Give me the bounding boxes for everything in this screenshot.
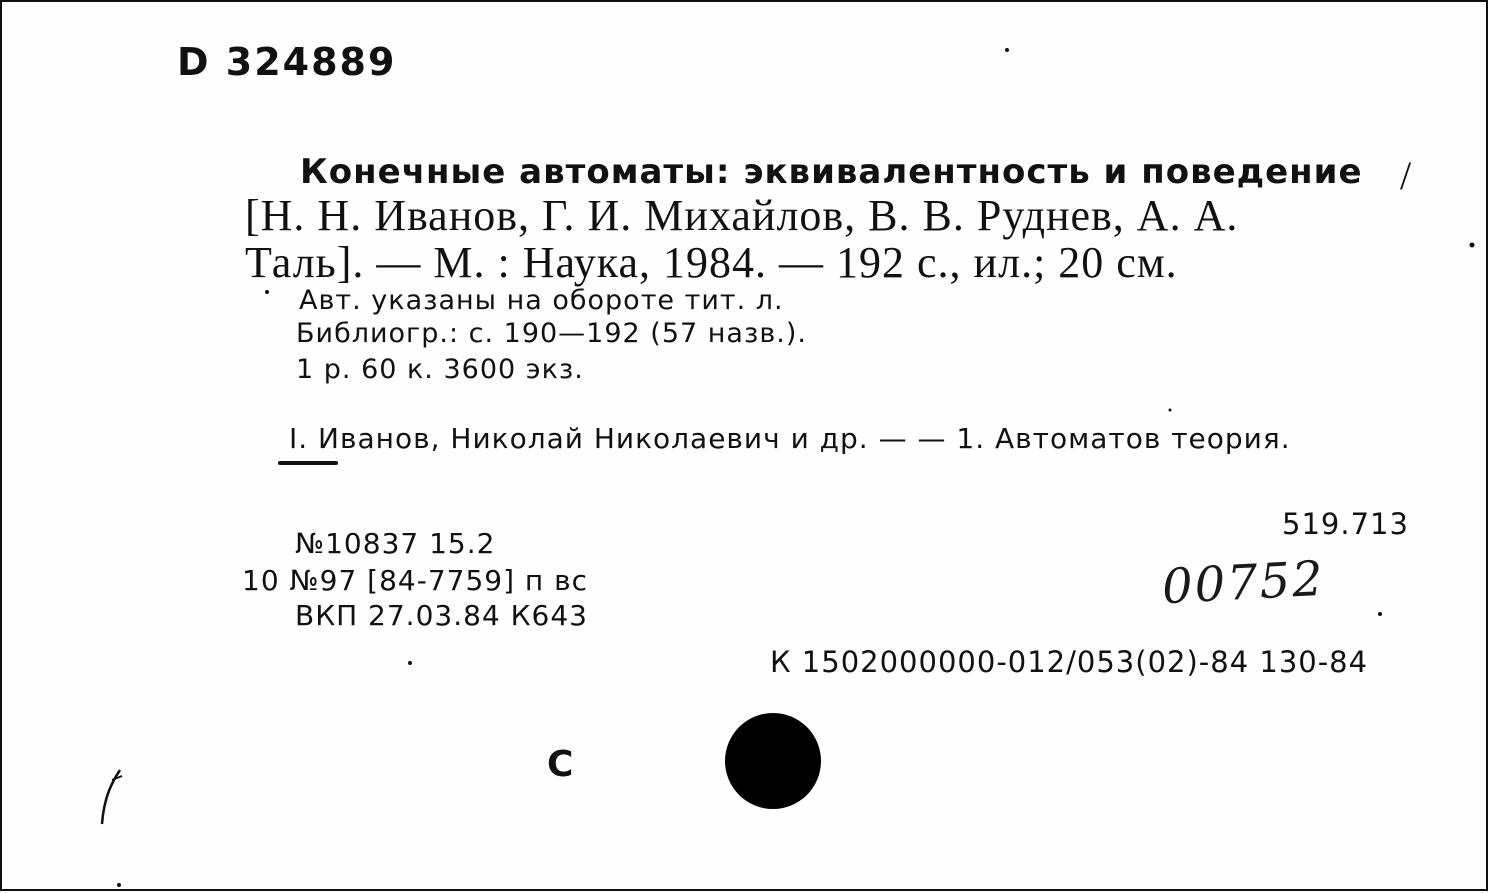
k-number-line: К 1502000000-012/053(02)-84 130-84: [770, 645, 1369, 679]
meta-line-2: 10 №97 [84-7759] п вс: [242, 564, 589, 597]
note-authors-location: Авт. указаны на обороте тит. л.: [299, 285, 784, 316]
authors-line: [Н. Н. Иванов, Г. И. Михайлов, В. В. Руднев, А. А.: [245, 191, 1239, 240]
speck-marks: [2, 2, 1488, 893]
note-price-copies: 1 р. 60 к. 3600 экз.: [296, 354, 584, 385]
title-slash: /: [1400, 153, 1412, 198]
book-title: Конечные автоматы: эквивалентность и поведение: [300, 152, 1363, 192]
handwritten-number: 00752: [1160, 550, 1327, 616]
bottom-letter: С: [547, 744, 574, 785]
meta-line-1: №10837 15.2: [295, 527, 496, 560]
udc-number: 519.713: [1282, 507, 1409, 541]
call-number: D 324889: [177, 40, 397, 84]
imprint-line: Таль]. — М. : Наука, 1984. — 192 с., ил.; 20 см.: [245, 238, 1178, 287]
meta-line-3: ВКП 27.03.84 К643: [295, 599, 588, 632]
note-bibliography: Библиогр.: с. 190—192 (57 назв.).: [296, 318, 807, 349]
tracing-line: I. Иванов, Николай Николаевич и др. — — 1. Автоматов теория.: [289, 422, 1291, 455]
